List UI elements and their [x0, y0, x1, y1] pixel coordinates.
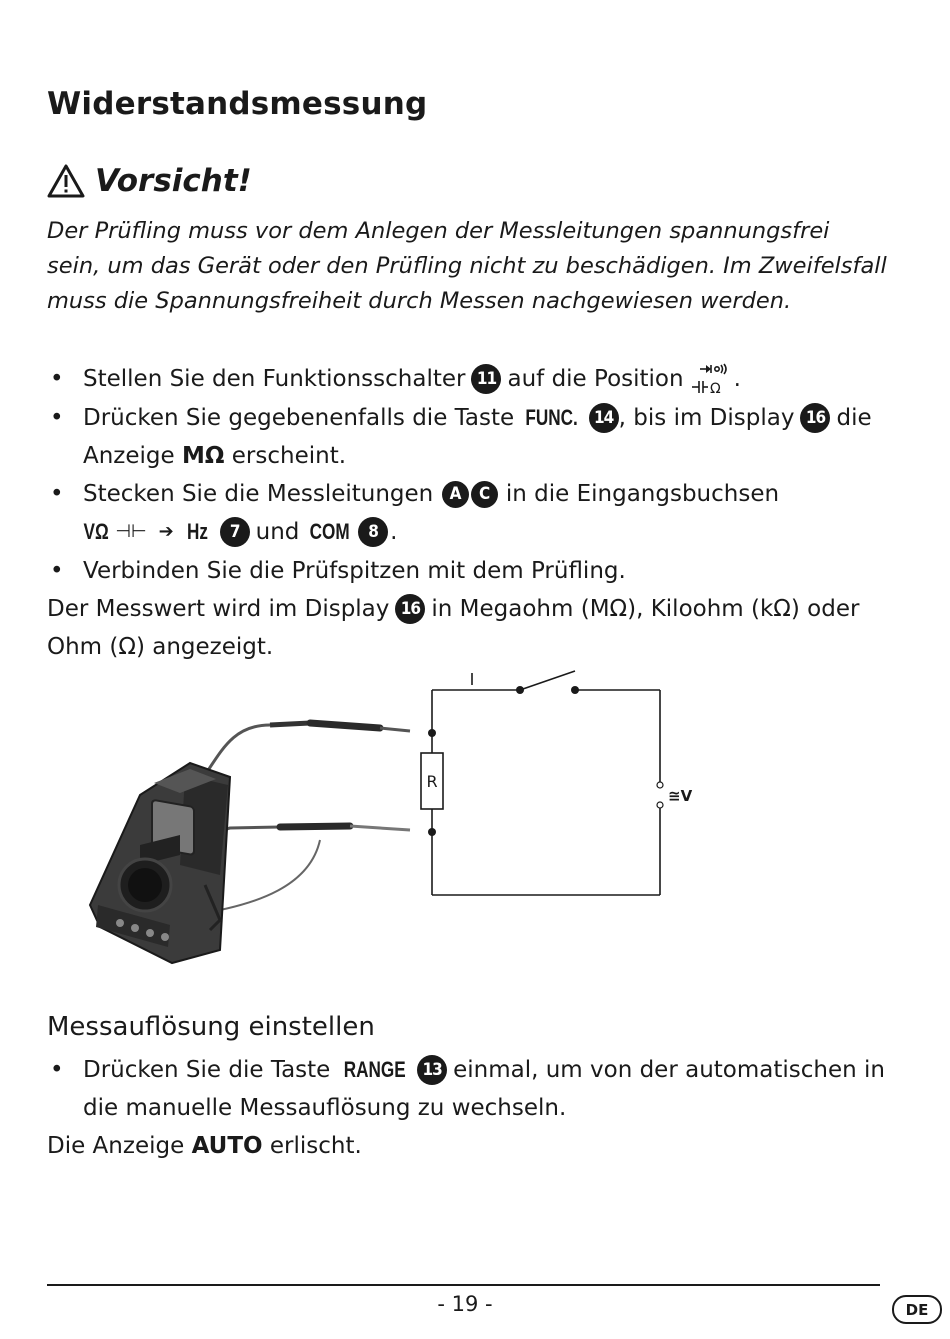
callout-badge: 16 [800, 403, 830, 433]
result-text: Der Messwert wird im Display [47, 596, 390, 622]
step-3-cont [83, 513, 397, 551]
step-2 [83, 399, 872, 437]
bullet: • [50, 1057, 64, 1083]
auto-note [47, 1127, 362, 1165]
step-1-text-2: auf die Position [507, 366, 684, 392]
step-3-text-3: und [255, 519, 300, 545]
bullet: • [50, 366, 64, 392]
language-badge: DE [892, 1295, 942, 1324]
switch-lever [520, 671, 575, 690]
multimeter-device [90, 763, 230, 963]
step-3-text: Stecken Sie die Messleitungen [83, 481, 434, 507]
switch-contact [571, 686, 579, 694]
step-1 [83, 360, 741, 398]
auto-indicator: AUTO [191, 1133, 263, 1159]
source-terminal [657, 782, 663, 788]
socket-vohm-label: VΩ [83, 519, 109, 544]
result-text-2: in Megaohm (MΩ), Kiloohm (kΩ) oder [431, 596, 860, 622]
step-4-text: Verbinden Sie die Prüfspitzen mit dem Prüfling. [83, 558, 626, 584]
warning-heading [47, 156, 252, 206]
voltage-source-label: ≅V [668, 787, 693, 805]
step-2-text: Drücken Sie gegebenenfalls die Taste [83, 405, 515, 431]
auto-note-text-2: erlischt. [269, 1133, 362, 1159]
warning-title: Vorsicht! [95, 163, 252, 199]
callout-badge: C [471, 481, 498, 508]
test-lead-upper [198, 723, 410, 785]
step-1-text: Stellen Sie den Funktionsschalter [83, 366, 466, 392]
callout-badge: 8 [358, 517, 388, 547]
func-key-label: FUNC. [525, 405, 579, 430]
bullet: • [50, 481, 64, 507]
warning-triangle-icon [47, 164, 85, 198]
switch-contact [516, 686, 524, 694]
diode-symbol: ➔ [158, 521, 174, 542]
step-3-text-2: in die Eingangsbuchsen [505, 481, 780, 507]
step-2-cont [83, 437, 346, 475]
footer-divider [47, 1284, 880, 1286]
source-terminal [657, 802, 663, 808]
step-1-end: . [733, 366, 741, 392]
megaohm-indicator: MΩ [182, 443, 225, 469]
callout-badge: A [442, 481, 469, 508]
range-step-text: Drücken Sie die Taste [83, 1057, 331, 1083]
callout-badge: 14 [589, 403, 619, 433]
result-line [47, 590, 859, 628]
svg-text:Ω: Ω [709, 381, 721, 397]
range-key-label: RANGE [343, 1057, 406, 1082]
callout-badge: 11 [471, 364, 501, 394]
com-socket-label: COM [309, 519, 350, 544]
probe-contact-point [428, 729, 436, 737]
subsection-title: Messauflösung einstellen [47, 1012, 375, 1042]
result-line-2 [47, 628, 273, 666]
warning-text: Der Prüfling muss vor dem Anlegen der Messleitungen spannungsfrei sein, um das Gerät oder den Prüfling nicht zu beschädigen. Im Zweifelsfall muss die Spannungsfreiheit durch Messen nachgewiesen werden. [47, 218, 887, 314]
step-3-end: . [390, 519, 398, 545]
step-2-text-5: erscheint. [231, 443, 347, 469]
resistance-position-icon [690, 361, 734, 397]
auto-note-text: Die Anzeige [47, 1133, 185, 1159]
step-2-text-2: , bis im Display [618, 405, 795, 431]
result-text-3: Ohm (Ω) angezeigt. [47, 634, 274, 660]
range-step [83, 1051, 885, 1089]
circuit-diagram [432, 671, 660, 895]
hz-label: Hz [186, 519, 208, 544]
probe-contact-point [428, 828, 436, 836]
callout-badge: 7 [220, 517, 250, 547]
callout-badge: 13 [417, 1055, 447, 1085]
step-2-text-3: die [836, 405, 872, 431]
bullet: • [50, 558, 64, 584]
step-3 [83, 475, 779, 513]
measurement-figure [80, 665, 720, 970]
resistor-label: R [426, 772, 438, 791]
step-2-text-4: Anzeige [83, 443, 175, 469]
step-4 [83, 552, 626, 590]
capacitor-symbol: ⊣⊢ [115, 521, 147, 542]
section-title: Widerstandsmessung [47, 86, 428, 122]
range-step-text-2: einmal, um von der automatischen in [453, 1057, 885, 1083]
range-step-text-3: die manuelle Messauflösung zu wechseln. [83, 1095, 567, 1121]
page-number: - 19 - [437, 1292, 493, 1316]
bullet: • [50, 405, 64, 431]
range-step-cont [83, 1089, 566, 1127]
callout-badge: 16 [395, 594, 425, 624]
